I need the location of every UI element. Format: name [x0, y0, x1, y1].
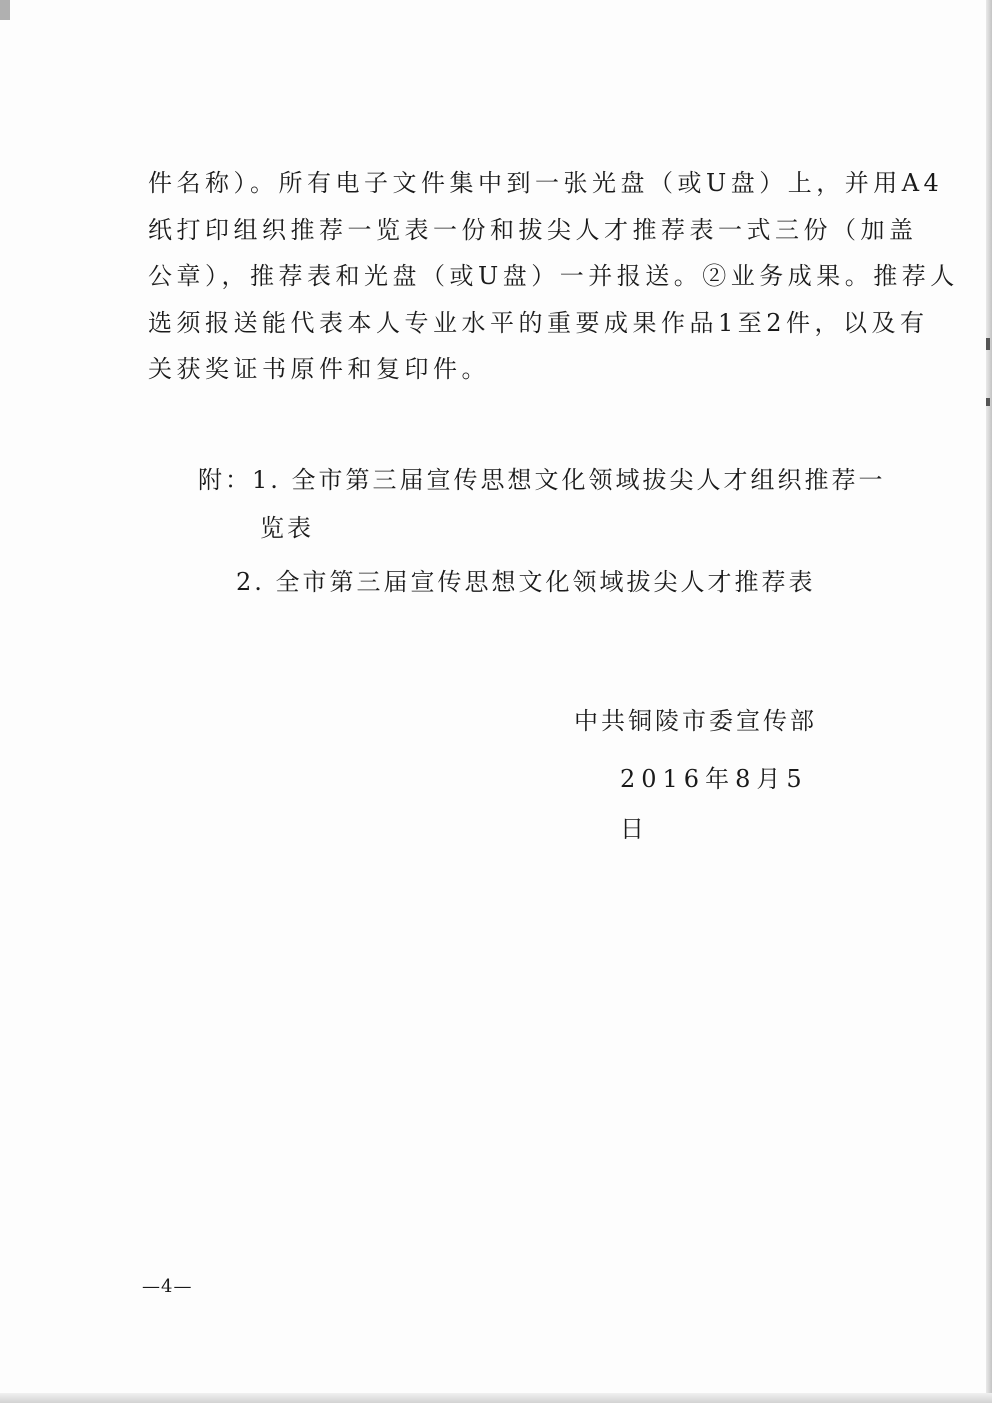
- attachment-item-1-text: 1. 全市第三届宣传思想文化领域拔尖人才组织推荐一: [252, 466, 886, 494]
- issue-date: 2016年8月5日: [620, 765, 808, 843]
- scan-edge: [0, 1393, 992, 1403]
- body-line: 关获奖证书原件和复印件。: [148, 355, 490, 383]
- body-paragraph: [148, 160, 959, 393]
- scan-artifact: [0, 0, 10, 20]
- page-number: —4—: [142, 1276, 193, 1297]
- issuing-organization: 中共铜陵市委宣传部: [574, 707, 817, 735]
- body-line: 纸打印组织推荐一览表一份和拔尖人才推荐表一式三份（加盖: [148, 215, 918, 244]
- scan-artifact: [986, 338, 990, 350]
- signature-block: [560, 696, 820, 854]
- body-line: 选须报送能代表本人专业水平的重要成果作品1至2件，以及有: [148, 308, 929, 337]
- attachment-item-1: [198, 456, 886, 504]
- attachment-item-2: 2. 全市第三届宣传思想文化领域拔尖人才推荐表: [236, 568, 816, 596]
- scan-artifact: [986, 398, 990, 406]
- body-line: 公章），推荐表和光盘（或U盘）一并报送。②业务成果。推荐人: [148, 262, 959, 290]
- attachments-prefix: 附：: [198, 466, 252, 494]
- attachment-item-1-continuation: 览表: [260, 514, 314, 542]
- scan-edge: [986, 0, 992, 1403]
- attachments-list: [198, 456, 886, 606]
- body-line: 件名称）。所有电子文件集中到一张光盘（或U盘）上，并用A4: [148, 169, 944, 197]
